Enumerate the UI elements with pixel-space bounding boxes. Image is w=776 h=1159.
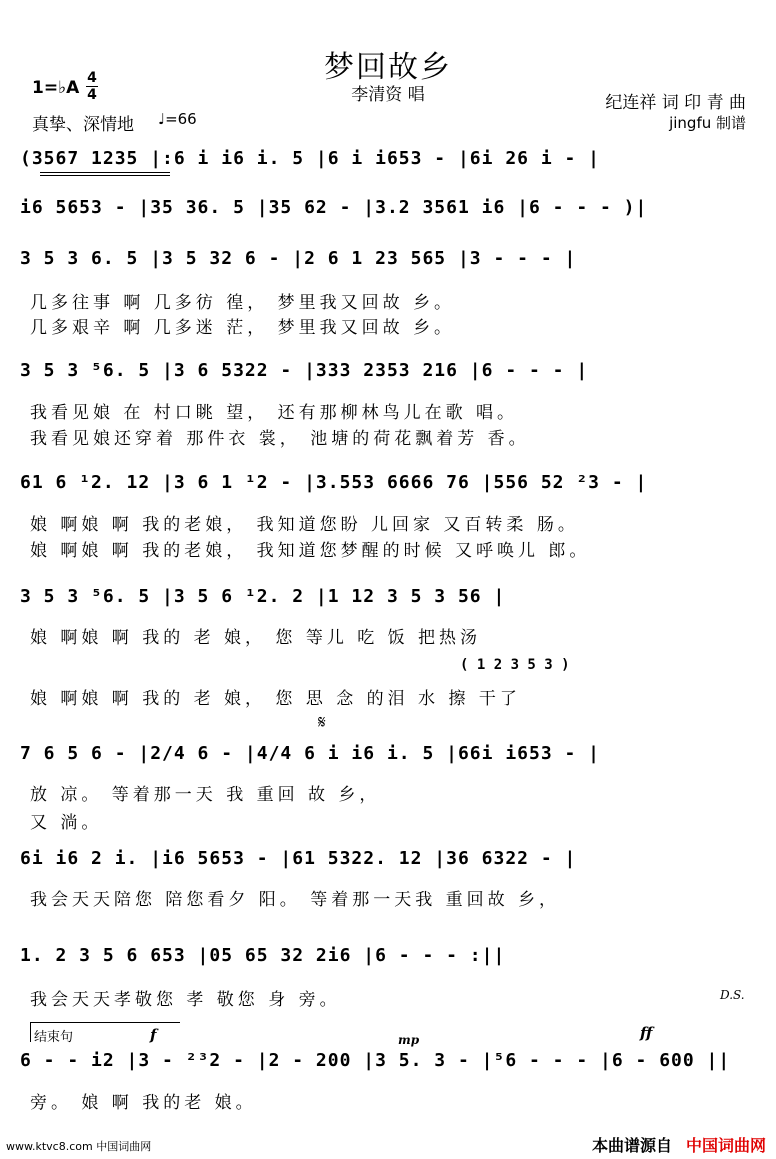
singer-credit: 李清资 唱 (351, 85, 425, 105)
lyrics-row-4-verse-1: 我看见娘 在 村口眺 望， 还有那柳林鸟儿在歌 唱。 (30, 403, 519, 423)
lyrics-row-8: 我会天天陪您 陪您看夕 阳。 等着那一天我 重回故 乡， (30, 890, 561, 910)
lyrics-row-9: 我会天天孝敬您 孝 敬您 身 旁。 (30, 990, 341, 1010)
lyricist-composer: 纪连祥 词 印 青 曲 (605, 93, 746, 113)
segno-mark: 𝄋 (318, 712, 326, 733)
lyrics-row-3-verse-2: 几多艰辛 啊 几多迷 茫， 梦里我又回故 乡。 (30, 318, 456, 338)
lyrics-row-7-verse-1: 放 凉。 等着那一天 我 重回 故 乡， (30, 785, 381, 805)
key-signature: 1=♭A (32, 78, 80, 98)
footer-credit-site: 中国词曲网 (685, 1136, 766, 1155)
lyrics-row-3-verse-1: 几多往事 啊 几多彷 徨， 梦里我又回故 乡。 (30, 293, 456, 313)
footer-credit-text: 本曲谱源自 (591, 1136, 672, 1155)
notation-row-8: 6i i6 2 i. |i6 5653 - |61 5322. 12 |36 6322 - | (20, 848, 577, 869)
notation-row-9: 1. 2 3 5 6 653 |05 65 32 2i6 |6 - - - :|| (20, 945, 506, 966)
dynamic-fortissimo: ff (640, 1024, 653, 1042)
notation-row-7: 7 6 5 6 - |2/4 6 - |4/4 6 i i6 i. 5 |66i i653 - | (20, 743, 601, 764)
lyrics-row-6: 娘 啊娘 啊 我的 老 娘， 您 等儿 吃 饭 把热汤 (30, 628, 482, 648)
notation-row-3: 3 5 3 6. 5 |3 5 32 6 - |2 6 1 23 565 |3 - - - | (20, 248, 577, 269)
notation-row-5: 61 6 ¹2. 12 |3 6 1 ¹2 - |3.553 6666 76 |556 52 ²3 - | (20, 472, 648, 493)
lyrics-row-7-verse-2: 又 淌。 (30, 813, 103, 833)
meter-top: 4 (87, 70, 97, 86)
alternate-notes: ( 1 2 3 5 3 ) (460, 657, 570, 673)
dynamic-forte: f (150, 1026, 157, 1044)
notation-row-4: 3 5 3 ⁵6. 5 |3 6 5322 - |333 2353 216 |6 - - - | (20, 360, 589, 381)
lyrics-row-5-verse-2: 娘 啊娘 啊 我的老娘， 我知道您梦醒的时候 又呼唤儿 郎。 (30, 541, 591, 561)
lyrics-row-5-verse-1: 娘 啊娘 啊 我的老娘， 我知道您盼 儿回家 又百转柔 肠。 (30, 515, 579, 535)
lyrics-row-4-verse-2: 我看见娘还穿着 那件衣 裳， 池塘的荷花飘着芳 香。 (30, 429, 530, 449)
lyrics-row-10: 旁。 娘 啊 我的老 娘。 (30, 1093, 257, 1113)
ending-label: 结束句 (34, 1030, 74, 1045)
ds-marking: D.S. (720, 988, 745, 1002)
arranger-credit: jingfu 制谱 (669, 114, 746, 132)
song-title: 梦回故乡 (324, 50, 452, 85)
tempo-marking: ♩=66 (158, 110, 197, 128)
notation-row-1: (3567 1235 |:6 i i6 i. 5 |6 i i653 - |6i 26 i - | (20, 148, 601, 169)
time-signature (86, 70, 98, 103)
meter-bottom: 4 (87, 87, 97, 103)
notation-row-10: 6 - - i2 |3 - ²³2 - |2 - 200 |3 5. 3 - |⁵6 - - - |6 - 600 || (20, 1050, 731, 1071)
expression-marking: 真挚、深情地 (32, 115, 134, 135)
footer-credit (592, 1133, 766, 1156)
dynamic-mezzo-piano: mp (398, 1033, 420, 1047)
notation-row-6: 3 5 3 ⁵6. 5 |3 5 6 ¹2. 2 |1 12 3 5 3 56 | (20, 586, 506, 607)
lyrics-row-6-verse-2: 娘 啊娘 啊 我的 老 娘， 您 思 念 的泪 水 擦 干了 (30, 689, 521, 709)
notation-row-2: i6 5653 - |35 36. 5 |35 62 - |3.2 3561 i6 |6 - - - )| (20, 197, 648, 218)
footer-source: www.ktvc8.com 中国词曲网 (6, 1140, 152, 1153)
